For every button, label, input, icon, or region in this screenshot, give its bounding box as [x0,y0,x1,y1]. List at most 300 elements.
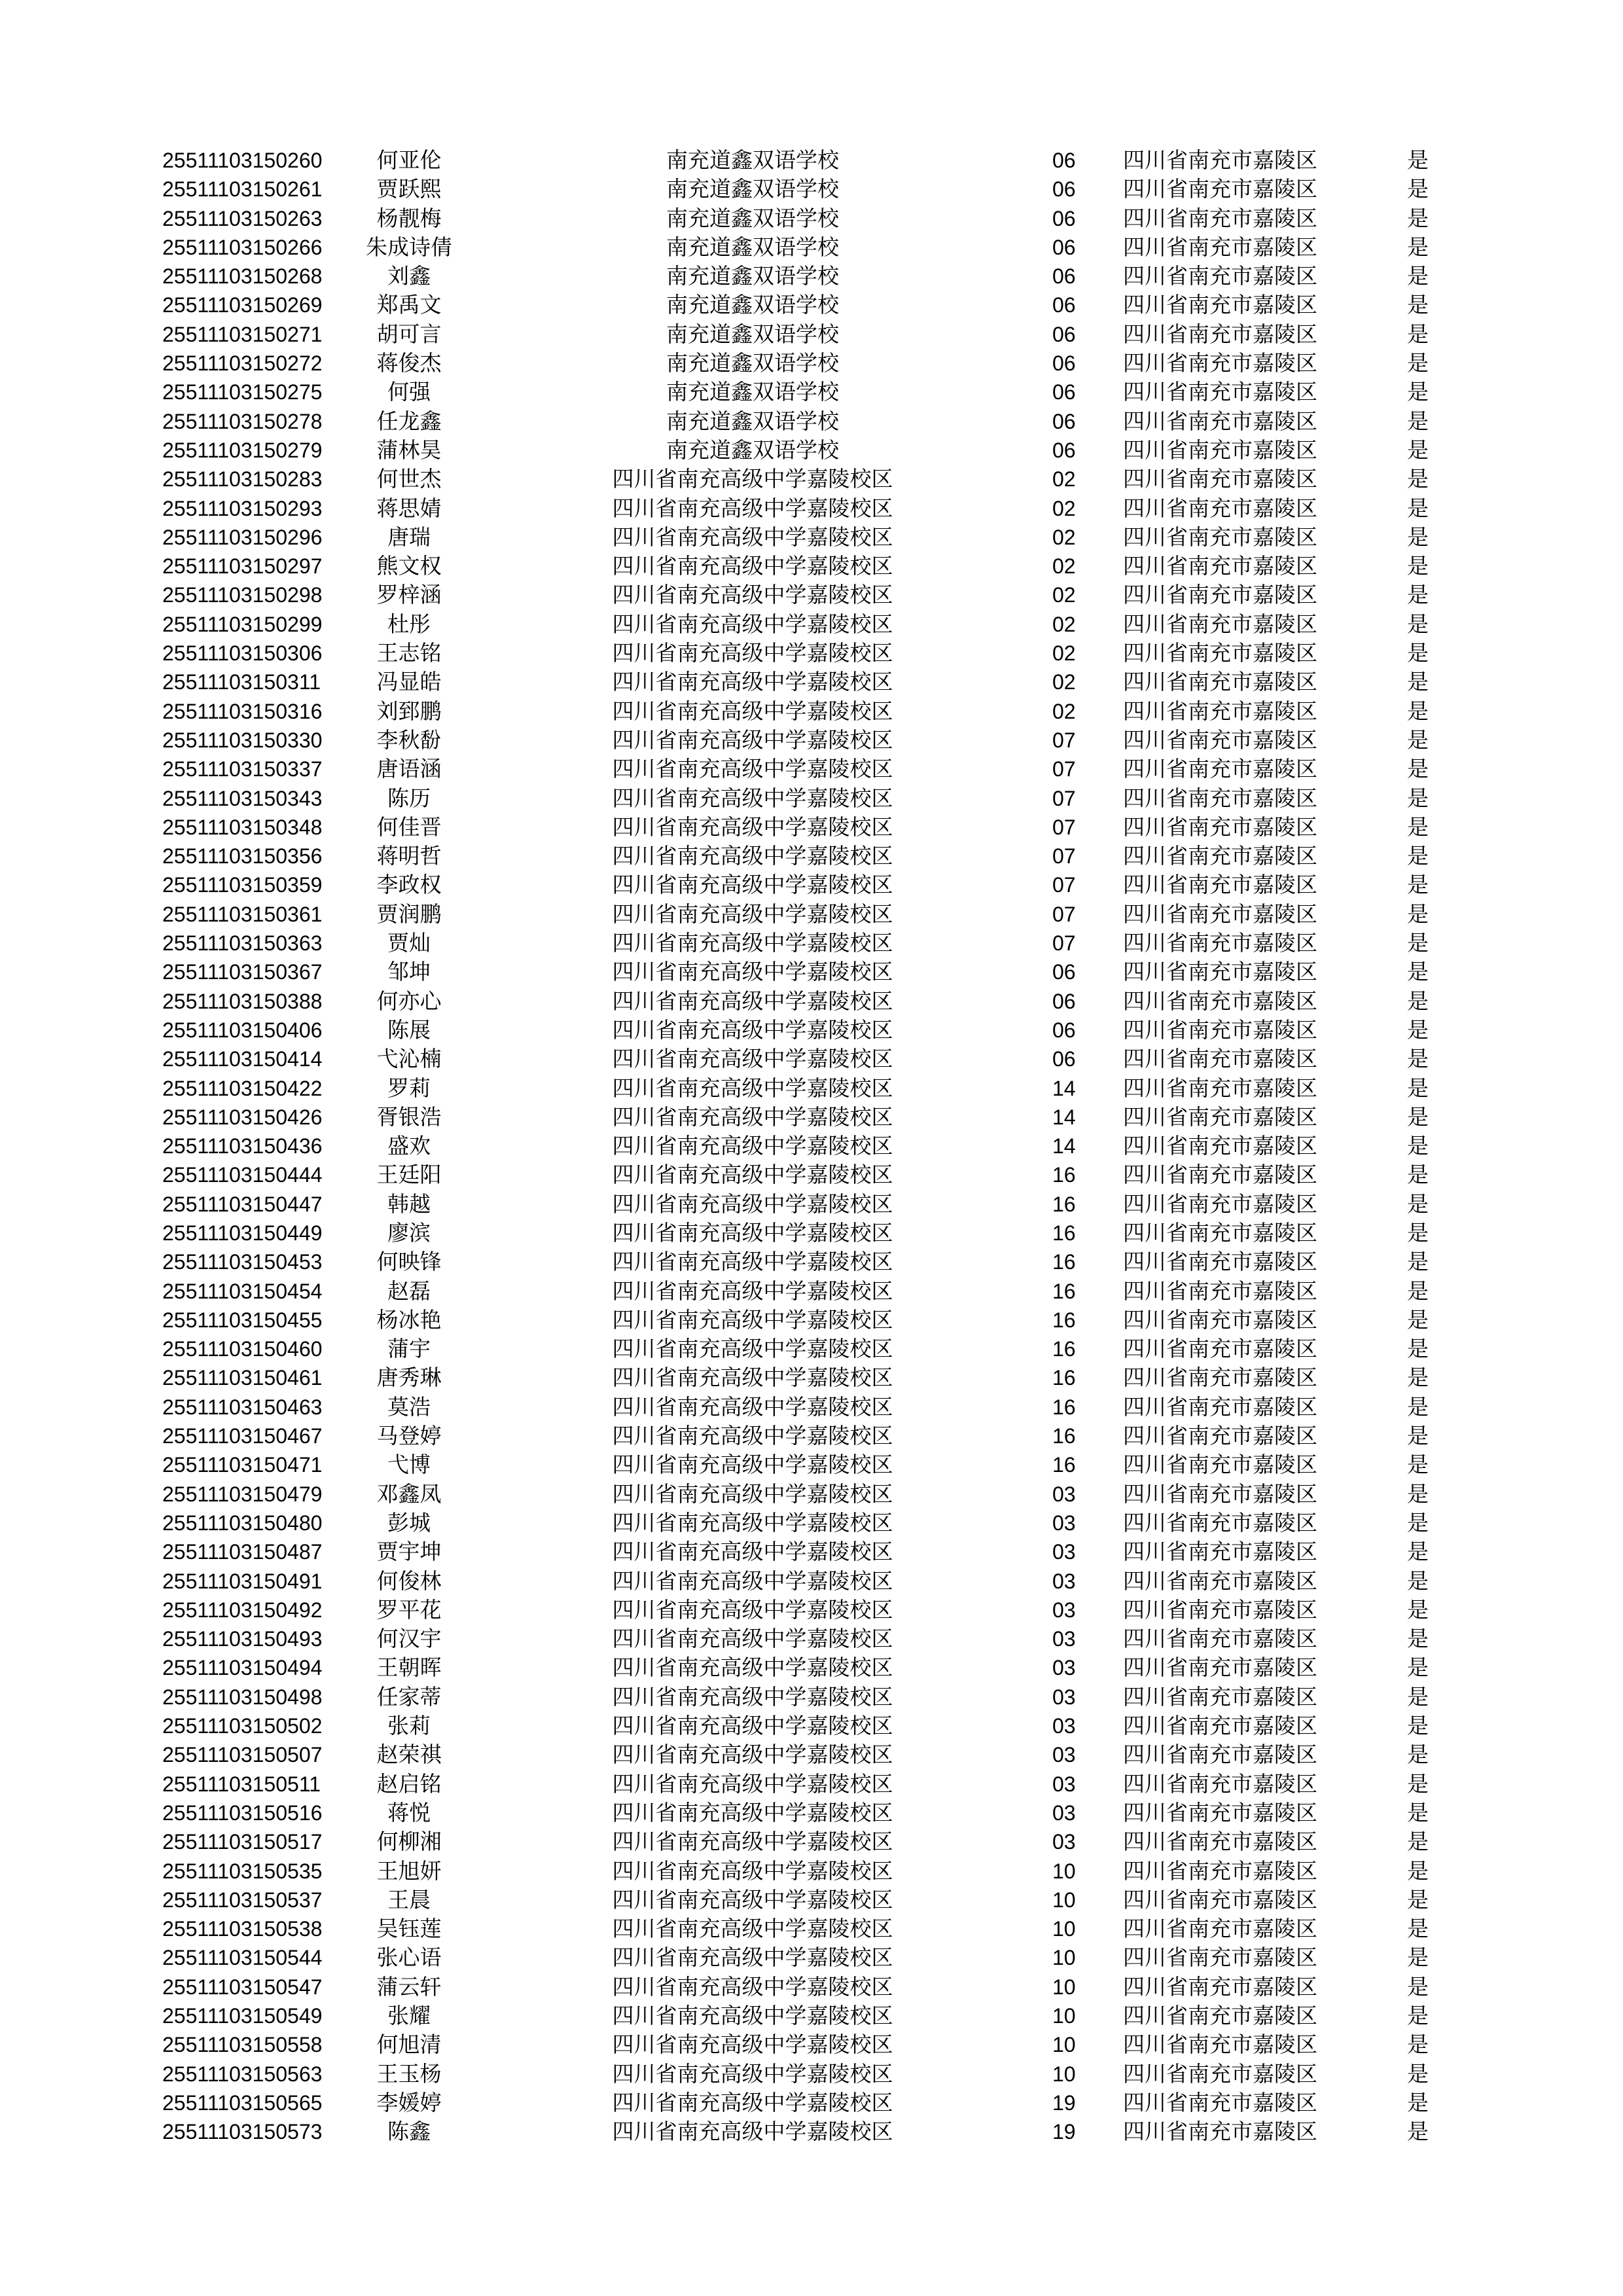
table-row [0,523,1623,552]
eligibility-flag-cell: 是 [1407,611,1429,637]
eligibility-flag-cell: 是 [1407,263,1429,289]
category-code-cell: 10 [1052,1975,1076,1999]
region-cell: 四川省南充市嘉陵区 [1123,814,1317,840]
eligibility-flag-cell: 是 [1407,2003,1429,2028]
category-code-cell: 02 [1052,670,1076,694]
category-code-cell: 06 [1052,438,1076,462]
student-name-cell: 朱成诗倩 [366,234,452,260]
school-cell: 四川省南充高级中学嘉陵校区 [612,1945,893,1971]
category-code-cell: 16 [1052,1250,1076,1274]
table-row [0,2060,1623,2089]
student-id-cell: 25511103150414 [162,1047,323,1071]
student-name-cell: 何俊林 [376,1568,442,1594]
table-row [0,1045,1623,1073]
table-row [0,436,1623,465]
eligibility-flag-cell: 是 [1407,1973,1429,2000]
school-cell: 四川省南充高级中学嘉陵校区 [612,2119,893,2145]
eligibility-flag-cell: 是 [1407,1683,1429,1710]
school-cell: 四川省南充高级中学嘉陵校区 [612,785,893,811]
region-cell: 四川省南充市嘉陵区 [1123,988,1317,1014]
school-cell: 四川省南充高级中学嘉陵校区 [612,1713,893,1739]
school-cell: 四川省南充高级中学嘉陵校区 [612,2060,893,2087]
school-cell: 四川省南充高级中学嘉陵校区 [612,640,893,666]
category-code-cell: 03 [1052,1627,1076,1651]
student-name-cell: 蒲宇 [387,1336,431,1362]
student-name-cell: 何强 [387,379,431,405]
table-row [0,755,1623,783]
eligibility-flag-cell: 是 [1407,843,1429,869]
student-id-cell: 25511103150494 [162,1656,323,1680]
region-cell: 四川省南充市嘉陵区 [1123,1365,1317,1391]
student-id-cell: 25511103150454 [162,1279,323,1303]
category-code-cell: 06 [1052,380,1076,404]
table-row [0,1857,1623,1886]
eligibility-flag-cell: 是 [1407,1945,1429,1971]
table-row [0,870,1623,899]
school-cell: 四川省南充高级中学嘉陵校区 [612,1655,893,1681]
school-cell: 四川省南充高级中学嘉陵校区 [612,495,893,521]
student-name-cell: 王朝晖 [376,1655,442,1681]
eligibility-flag-cell: 是 [1407,408,1429,434]
school-cell: 四川省南充高级中学嘉陵校区 [612,814,893,840]
category-code-cell: 06 [1052,177,1076,202]
table-row [0,1219,1623,1247]
student-id-cell: 25511103150296 [162,525,323,549]
eligibility-flag-cell: 是 [1407,379,1429,405]
school-cell: 四川省南充高级中学嘉陵校区 [612,2003,893,2028]
category-code-cell: 07 [1052,902,1076,926]
table-row [0,2089,1623,2117]
student-id-cell: 25511103150535 [162,1859,323,1883]
student-id-cell: 25511103150563 [162,2062,323,2086]
category-code-cell: 10 [1052,2004,1076,2028]
student-id-cell: 25511103150461 [162,1366,323,1390]
school-cell: 四川省南充高级中学嘉陵校区 [612,1770,893,1797]
table-row [0,1537,1623,1566]
category-code-cell: 06 [1052,351,1076,376]
student-id-cell: 25511103150261 [162,177,323,202]
table-row [0,1335,1623,1363]
region-cell: 四川省南充市嘉陵区 [1123,292,1317,318]
student-id-cell: 25511103150507 [162,1743,323,1767]
student-id-cell: 25511103150272 [162,351,323,376]
eligibility-flag-cell: 是 [1407,1162,1429,1188]
school-cell: 四川省南充高级中学嘉陵校区 [612,1829,893,1855]
student-name-cell: 彭城 [387,1509,431,1535]
student-id-cell: 25511103150547 [162,1975,323,1999]
category-code-cell: 03 [1052,1714,1076,1738]
table-row [0,813,1623,842]
table-row [0,900,1623,929]
category-code-cell: 06 [1052,1018,1076,1042]
table-row [0,610,1623,639]
region-cell: 四川省南充市嘉陵区 [1123,379,1317,405]
region-cell: 四川省南充市嘉陵区 [1123,1713,1317,1739]
student-name-cell: 胡可言 [376,321,442,347]
eligibility-flag-cell: 是 [1407,1539,1429,1565]
school-cell: 四川省南充高级中学嘉陵校区 [612,1162,893,1188]
region-cell: 四川省南充市嘉陵区 [1123,698,1317,724]
school-cell: 四川省南充高级中学嘉陵校区 [612,1423,893,1449]
region-cell: 四川省南充市嘉陵区 [1123,1683,1317,1710]
eligibility-flag-cell: 是 [1407,495,1429,521]
eligibility-flag-cell: 是 [1407,1423,1429,1449]
region-cell: 四川省南充市嘉陵区 [1123,1799,1317,1825]
school-cell: 四川省南充高级中学嘉陵校区 [612,1219,893,1246]
region-cell: 四川省南充市嘉陵区 [1123,843,1317,869]
student-id-cell: 25511103150268 [162,264,323,289]
school-cell: 四川省南充高级中学嘉陵校区 [612,1973,893,2000]
eligibility-flag-cell: 是 [1407,350,1429,376]
student-name-cell: 杨冰艳 [376,1306,442,1333]
category-code-cell: 06 [1052,960,1076,984]
eligibility-flag-cell: 是 [1407,930,1429,956]
table-row [0,1943,1623,1972]
region-cell: 四川省南充市嘉陵区 [1123,726,1317,753]
student-name-cell: 胥银浩 [376,1103,442,1130]
category-code-cell: 03 [1052,1598,1076,1622]
student-name-cell: 熊文权 [376,553,442,579]
eligibility-flag-cell: 是 [1407,726,1429,753]
student-id-cell: 25511103150479 [162,1482,323,1506]
student-name-cell: 何柳湘 [376,1829,442,1855]
school-cell: 南充道鑫双语学校 [666,437,839,463]
school-cell: 南充道鑫双语学校 [666,234,839,260]
region-cell: 四川省南充市嘉陵区 [1123,1480,1317,1507]
school-cell: 四川省南充高级中学嘉陵校区 [612,959,893,985]
school-cell: 四川省南充高级中学嘉陵校区 [612,1626,893,1652]
school-cell: 四川省南充高级中学嘉陵校区 [612,1480,893,1507]
student-name-cell: 赵启铭 [376,1770,442,1797]
student-name-cell: 唐秀琳 [376,1365,442,1391]
category-code-cell: 03 [1052,1830,1076,1854]
school-cell: 四川省南充高级中学嘉陵校区 [612,1452,893,1478]
category-code-cell: 19 [1052,2120,1076,2144]
student-name-cell: 蒋明哲 [376,843,442,869]
student-name-cell: 张心语 [376,1945,442,1971]
student-name-cell: 何佳晋 [376,814,442,840]
eligibility-flag-cell: 是 [1407,1046,1429,1072]
eligibility-flag-cell: 是 [1407,176,1429,202]
school-cell: 四川省南充高级中学嘉陵校区 [612,1539,893,1565]
eligibility-flag-cell: 是 [1407,1713,1429,1739]
category-code-cell: 06 [1052,149,1076,172]
eligibility-flag-cell: 是 [1407,1075,1429,1101]
student-name-cell: 何映锋 [376,1249,442,1275]
eligibility-flag-cell: 是 [1407,1191,1429,1217]
eligibility-flag-cell: 是 [1407,1770,1429,1797]
category-code-cell: 19 [1052,2090,1076,2115]
region-cell: 四川省南充市嘉陵区 [1123,1306,1317,1333]
eligibility-flag-cell: 是 [1407,1365,1429,1391]
region-cell: 四川省南充市嘉陵区 [1123,408,1317,434]
region-cell: 四川省南充市嘉陵区 [1123,1539,1317,1565]
student-id-cell: 25511103150367 [162,960,323,984]
table-row [0,233,1623,262]
eligibility-flag-cell: 是 [1407,292,1429,318]
eligibility-flag-cell: 是 [1407,1568,1429,1594]
student-id-cell: 25511103150460 [162,1337,323,1361]
school-cell: 四川省南充高级中学嘉陵校区 [612,1278,893,1304]
region-cell: 四川省南充市嘉陵区 [1123,1568,1317,1594]
student-id-cell: 25511103150444 [162,1163,323,1187]
region-cell: 四川省南充市嘉陵区 [1123,669,1317,695]
school-cell: 四川省南充高级中学嘉陵校区 [612,901,893,927]
table-row [0,407,1623,436]
category-code-cell: 16 [1052,1163,1076,1187]
category-code-cell: 02 [1052,699,1076,723]
table-row [0,146,1623,175]
student-name-cell: 刘郅鹏 [376,698,442,724]
school-cell: 四川省南充高级中学嘉陵校区 [612,524,893,550]
school-cell: 四川省南充高级中学嘉陵校区 [612,1683,893,1710]
eligibility-flag-cell: 是 [1407,2060,1429,2087]
table-row [0,842,1623,870]
table-row [0,1712,1623,1740]
student-id-cell: 25511103150511 [162,1772,321,1796]
category-code-cell: 16 [1052,1308,1076,1332]
student-id-cell: 25511103150316 [162,699,323,723]
category-code-cell: 16 [1052,1395,1076,1419]
table-row [0,1624,1623,1653]
school-cell: 四川省南充高级中学嘉陵校区 [612,2032,893,2058]
student-id-cell: 25511103150348 [162,815,323,839]
table-row [0,262,1623,291]
student-id-cell: 25511103150516 [162,1801,323,1825]
region-cell: 四川省南充市嘉陵区 [1123,495,1317,521]
student-name-cell: 罗莉 [387,1075,431,1101]
school-cell: 南充道鑫双语学校 [666,379,839,405]
eligibility-flag-cell: 是 [1407,785,1429,811]
student-id-cell: 25511103150359 [162,873,323,897]
student-id-cell: 25511103150436 [162,1134,323,1158]
category-code-cell: 06 [1052,989,1076,1013]
school-cell: 四川省南充高级中学嘉陵校区 [612,2089,893,2115]
student-name-cell: 罗平花 [376,1596,442,1623]
student-name-cell: 贾宇坤 [376,1539,442,1565]
eligibility-flag-cell: 是 [1407,2032,1429,2058]
region-cell: 四川省南充市嘉陵区 [1123,350,1317,376]
table-row [0,697,1623,726]
eligibility-flag-cell: 是 [1407,2119,1429,2145]
table-row [0,1422,1623,1450]
table-row [0,1160,1623,1189]
eligibility-flag-cell: 是 [1407,147,1429,173]
eligibility-flag-cell: 是 [1407,205,1429,231]
category-code-cell: 10 [1052,2062,1076,2086]
student-name-cell: 邓鑫凤 [376,1480,442,1507]
student-name-cell: 郑禹文 [376,292,442,318]
eligibility-flag-cell: 是 [1407,1306,1429,1333]
region-cell: 四川省南充市嘉陵区 [1123,756,1317,782]
region-cell: 四川省南充市嘉陵区 [1123,1829,1317,1855]
table-row [0,494,1623,523]
region-cell: 四川省南充市嘉陵区 [1123,2119,1317,2145]
region-cell: 四川省南充市嘉陵区 [1123,2089,1317,2115]
student-name-cell: 贾跃熙 [376,176,442,202]
student-id-cell: 25511103150558 [162,2033,323,2057]
eligibility-flag-cell: 是 [1407,234,1429,260]
student-id-cell: 25511103150549 [162,2004,323,2028]
region-cell: 四川省南充市嘉陵区 [1123,553,1317,579]
table-row [0,1596,1623,1624]
region-cell: 四川省南充市嘉陵区 [1123,1336,1317,1362]
region-cell: 四川省南充市嘉陵区 [1123,1016,1317,1043]
student-name-cell: 张耀 [387,2003,431,2028]
region-cell: 四川省南充市嘉陵区 [1123,1452,1317,1478]
region-cell: 四川省南充市嘉陵区 [1123,2032,1317,2058]
school-cell: 四川省南充高级中学嘉陵校区 [612,1249,893,1275]
category-code-cell: 03 [1052,1801,1076,1825]
student-name-cell: 弋博 [387,1452,431,1478]
category-code-cell: 16 [1052,1279,1076,1303]
table-row [0,929,1623,958]
eligibility-flag-cell: 是 [1407,1393,1429,1420]
student-id-cell: 25511103150565 [162,2090,323,2115]
table-row [0,1074,1623,1103]
region-cell: 四川省南充市嘉陵区 [1123,1973,1317,2000]
student-id-cell: 25511103150573 [162,2120,323,2144]
student-name-cell: 刘鑫 [387,263,431,289]
school-cell: 四川省南充高级中学嘉陵校区 [612,611,893,637]
school-cell: 南充道鑫双语学校 [666,350,839,376]
student-id-cell: 25511103150453 [162,1250,323,1274]
category-code-cell: 16 [1052,1337,1076,1361]
region-cell: 四川省南充市嘉陵区 [1123,1742,1317,1768]
region-cell: 四川省南充市嘉陵区 [1123,1509,1317,1535]
student-id-cell: 25511103150480 [162,1511,323,1535]
school-cell: 四川省南充高级中学嘉陵校区 [612,1596,893,1623]
category-code-cell: 10 [1052,1859,1076,1883]
school-cell: 南充道鑫双语学校 [666,292,839,318]
student-name-cell: 唐语涵 [376,756,442,782]
school-cell: 四川省南充高级中学嘉陵校区 [612,1568,893,1594]
school-cell: 四川省南充高级中学嘉陵校区 [612,726,893,753]
student-id-cell: 25511103150449 [162,1221,323,1245]
school-cell: 四川省南充高级中学嘉陵校区 [612,930,893,956]
table-row [0,1653,1623,1682]
student-id-cell: 25511103150537 [162,1888,323,1912]
student-id-cell: 25511103150298 [162,583,323,607]
student-name-cell: 蒋悦 [387,1799,431,1825]
student-id-cell: 25511103150487 [162,1540,323,1564]
region-cell: 四川省南充市嘉陵区 [1123,1133,1317,1159]
student-name-cell: 杨靓梅 [376,205,442,231]
student-name-cell: 何亦心 [376,988,442,1014]
table-row [0,1567,1623,1596]
category-code-cell: 16 [1052,1424,1076,1448]
table-row [0,784,1623,813]
eligibility-flag-cell: 是 [1407,582,1429,608]
category-code-cell: 10 [1052,1946,1076,1970]
category-code-cell: 14 [1052,1076,1076,1100]
school-cell: 四川省南充高级中学嘉陵校区 [612,553,893,579]
table-row [0,1306,1623,1335]
table-row [0,552,1623,581]
table-row [0,2030,1623,2059]
school-cell: 四川省南充高级中学嘉陵校区 [612,1191,893,1217]
category-code-cell: 16 [1052,1366,1076,1390]
category-code-cell: 10 [1052,1917,1076,1941]
student-id-cell: 25511103150455 [162,1308,323,1332]
student-name-cell: 杜彤 [387,611,431,637]
region-cell: 四川省南充市嘉陵区 [1123,1857,1317,1884]
eligibility-flag-cell: 是 [1407,1829,1429,1855]
category-code-cell: 16 [1052,1192,1076,1216]
table-row [0,1509,1623,1537]
region-cell: 四川省南充市嘉陵区 [1123,1770,1317,1797]
table-row [0,1277,1623,1306]
region-cell: 四川省南充市嘉陵区 [1123,1945,1317,1971]
category-code-cell: 02 [1052,525,1076,549]
school-cell: 四川省南充高级中学嘉陵校区 [612,1742,893,1768]
school-cell: 四川省南充高级中学嘉陵校区 [612,698,893,724]
category-code-cell: 06 [1052,1047,1076,1071]
eligibility-flag-cell: 是 [1407,901,1429,927]
table-row [0,349,1623,378]
student-name-cell: 赵荣祺 [376,1742,442,1768]
student-name-cell: 李媛婷 [376,2089,442,2115]
eligibility-flag-cell: 是 [1407,1916,1429,1942]
region-cell: 四川省南充市嘉陵区 [1123,176,1317,202]
school-cell: 四川省南充高级中学嘉陵校区 [612,466,893,492]
student-id-cell: 25511103150306 [162,641,323,666]
region-cell: 四川省南充市嘉陵区 [1123,1886,1317,1912]
category-code-cell: 06 [1052,322,1076,346]
school-cell: 四川省南充高级中学嘉陵校区 [612,1799,893,1825]
category-code-cell: 03 [1052,1482,1076,1506]
table-row [0,1683,1623,1712]
eligibility-flag-cell: 是 [1407,1016,1429,1043]
region-cell: 四川省南充市嘉陵区 [1123,1393,1317,1420]
table-row [0,378,1623,406]
school-cell: 四川省南充高级中学嘉陵校区 [612,843,893,869]
student-id-cell: 25511103150498 [162,1685,323,1709]
eligibility-flag-cell: 是 [1407,1655,1429,1681]
region-cell: 四川省南充市嘉陵区 [1123,205,1317,231]
table-row [0,1016,1623,1045]
eligibility-flag-cell: 是 [1407,1103,1429,1130]
table-row [0,1480,1623,1509]
eligibility-flag-cell: 是 [1407,1857,1429,1884]
eligibility-flag-cell: 是 [1407,1336,1429,1362]
table-row [0,320,1623,349]
category-code-cell: 14 [1052,1105,1076,1129]
table-row [0,175,1623,204]
region-cell: 四川省南充市嘉陵区 [1123,1626,1317,1652]
category-code-cell: 10 [1052,2033,1076,2057]
table-row [0,958,1623,986]
category-code-cell: 02 [1052,467,1076,492]
category-code-cell: 07 [1052,873,1076,897]
student-id-cell: 25511103150266 [162,235,323,259]
student-id-cell: 25511103150299 [162,612,323,636]
region-cell: 四川省南充市嘉陵区 [1123,1278,1317,1304]
region-cell: 四川省南充市嘉陵区 [1123,611,1317,637]
student-id-cell: 25511103150463 [162,1395,323,1419]
eligibility-flag-cell: 是 [1407,1886,1429,1912]
school-cell: 四川省南充高级中学嘉陵校区 [612,1075,893,1101]
table-row [0,1190,1623,1219]
category-code-cell: 06 [1052,264,1076,289]
student-id-cell: 25511103150330 [162,728,323,752]
student-name-cell: 盛欢 [387,1133,431,1159]
table-row [0,726,1623,755]
student-name-cell: 王玉杨 [376,2060,442,2087]
table-row [0,1363,1623,1392]
category-code-cell: 07 [1052,757,1076,781]
region-cell: 四川省南充市嘉陵区 [1123,1219,1317,1246]
